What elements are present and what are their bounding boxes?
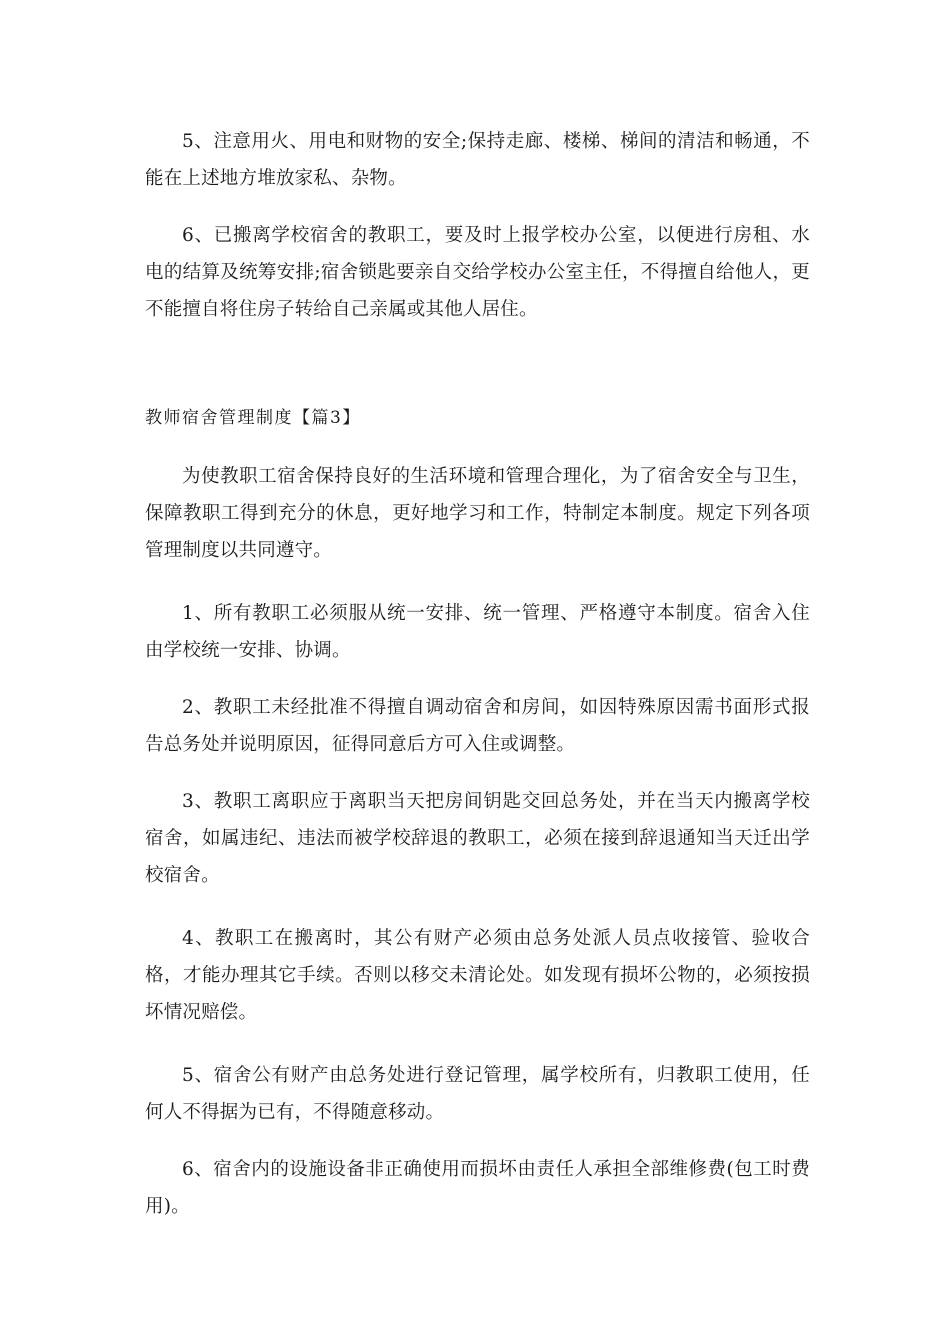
rule-4: 4、教职工在搬离时，其公有财产必须由总务处派人员点收接管、验收合格，才能办理其它手续。否则以移交未清论处。如发现有损坏公物的，必须按损坏情况赔偿。	[145, 928, 810, 1023]
rule-3: 3、教职工离职应于离职当天把房间钥匙交回总务处，并在当天内搬离学校宿舍，如属违纪、违法而被学校辞退的教职工，必须在接到辞退通知当天迁出学校宿舍。	[145, 791, 810, 886]
rule-5: 5、宿舍公有财产由总务处进行登记管理，属学校所有，归教职工使用，任何人不得据为已有，不得随意移动。	[145, 1065, 810, 1123]
section-title: 教师宿舍管理制度【篇3】	[145, 408, 361, 428]
rule-1: 1、所有教职工必须服从统一安排、统一管理、严格遵守本制度。宿舍入住由学校统一安排、协调。	[145, 603, 810, 661]
rule-6: 6、宿舍内的设施设备非正确使用而损坏由责任人承担全部维修费(包工时费用)。	[145, 1159, 810, 1217]
paragraph-rule-6-top: 6、已搬离学校宿舍的教职工，要及时上报学校办公室，以便进行房租、水电的结算及统筹安排;宿舍锁匙要亲自交给学校办公室主任，不得擅自给他人，更不能擅自将住房子转给自己亲属或其他人居住。	[145, 225, 810, 320]
rule-2: 2、教职工未经批准不得擅自调动宿舍和房间，如因特殊原因需书面形式报告总务处并说明原因，征得同意后方可入住或调整。	[145, 697, 810, 755]
paragraph-rule-5-top: 5、注意用火、用电和财物的安全;保持走廊、楼梯、梯间的清洁和畅通，不能在上述地方堆放家私、杂物。	[145, 131, 810, 189]
intro-paragraph: 为使教职工宿舍保持良好的生活环境和管理合理化，为了宿舍安全与卫生，保障教职工得到充分的休息，更好地学习和工作，特制定本制度。规定下列各项管理制度以共同遵守。	[145, 466, 810, 561]
